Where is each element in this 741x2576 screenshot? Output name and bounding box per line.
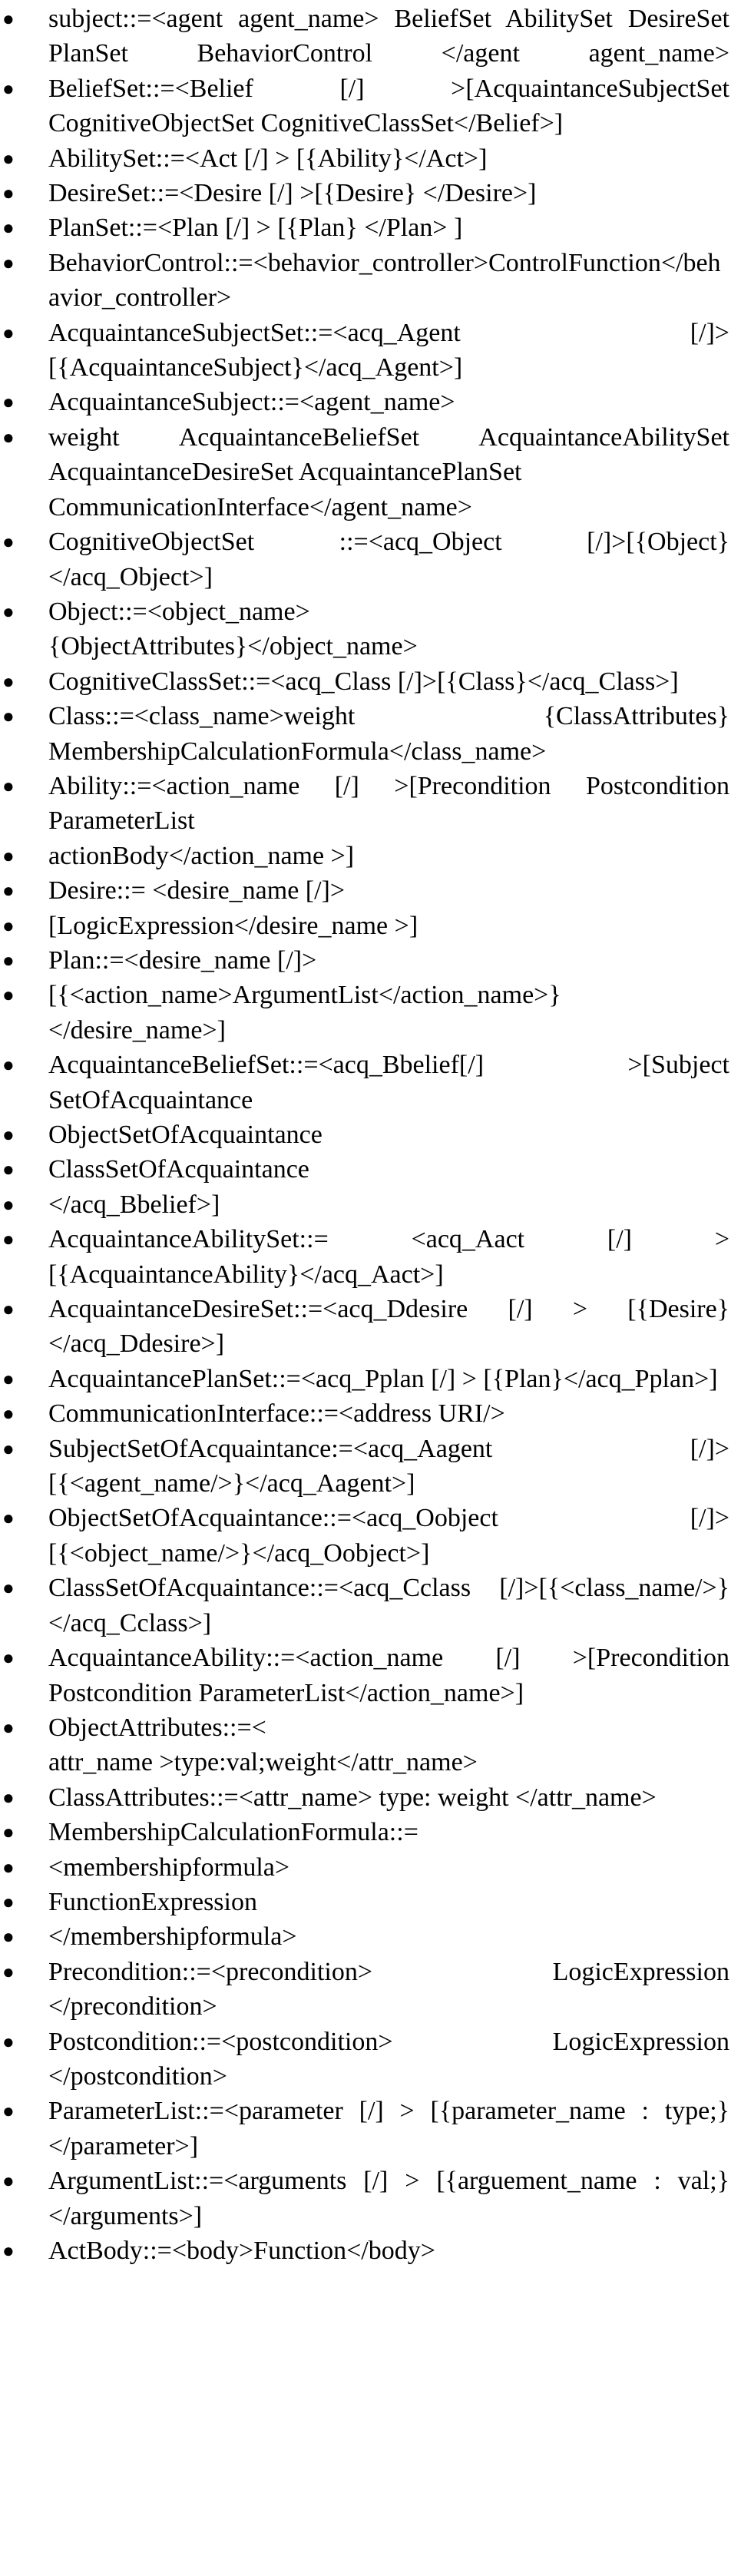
rule-text: AcquaintanceSubject::=<agent_name> [48, 388, 455, 417]
bnf-rule-behaviorcontrol [0, 246, 741, 316]
rule-text: Object::=<object_name> {ObjectAttributes}</object_name> [48, 597, 418, 661]
bullet-icon: ● [2, 1856, 15, 1879]
rule-text: ClassSetOfAcquaintance::=<acq_Cclass [/]>[{<class_name/>}</acq_Cclass>] [48, 1574, 729, 1637]
bnf-rule-membershipformula-open [0, 1850, 741, 1885]
bullet-icon: ● [2, 1925, 15, 1949]
rule-text: weight AcquaintanceBeliefSet AcquaintanceAbilitySet AcquaintanceDesireSet AcquaintancePlanSet CommunicationInterface</agent_name> [48, 422, 729, 521]
rule-text: [{<action_name>ArgumentList</action_name>} </desire_name>] [48, 981, 561, 1045]
bnf-rule-functionexpression [0, 1885, 741, 1919]
bullet-icon: ● [2, 391, 15, 414]
bullet-icon: ● [2, 425, 15, 449]
bullet-icon: ● [2, 147, 15, 170]
bnf-rule-desireset [0, 176, 741, 210]
rule-text: Precondition::=<precondition> LogicExpression </precondition> [48, 1957, 729, 2021]
bnf-rule-acquaintanceplanset [0, 1362, 741, 1396]
bnf-rule-actbody [0, 2233, 741, 2268]
rule-text: ClassSetOfAcquaintance [48, 1155, 309, 1184]
rule-text: Desire::= <desire_name [/]> [48, 876, 346, 906]
bullet-icon: ● [2, 2100, 15, 2123]
rule-text: AcquaintancePlanSet::=<acq_Pplan [/] > [{Plan}</acq_Pplan>] [48, 1364, 718, 1393]
bnf-rule-acq-bbelief-close [0, 1187, 741, 1222]
rule-text: actionBody</action_name >] [48, 841, 355, 870]
bnf-rule-cognitiveobjectset [0, 525, 741, 594]
bnf-rule-acquaintanceability [0, 1641, 741, 1710]
bullet-icon: ● [2, 1716, 15, 1739]
bnf-rule-precondition [0, 1955, 741, 2025]
bnf-rule-communicationinterface [0, 1396, 741, 1431]
bullet-icon: ● [2, 1367, 15, 1390]
bnf-rule-ability [0, 769, 741, 839]
rule-text: Ability::=<action_name [/] >[Precondition Postcondition ParameterList [48, 771, 729, 836]
rule-text: AcquaintanceAbilitySet::= <acq_Aact [/] >[{AcquaintanceAbility}</acq_Aact>] [48, 1225, 729, 1289]
bnf-rule-objectattributes [0, 1710, 741, 1780]
rule-text: MembershipCalculationFormula::= [48, 1818, 418, 1847]
bullet-icon: ● [2, 251, 15, 274]
rule-text: PlanSet::=<Plan [/] > [{Plan} </Plan> ] [48, 214, 463, 243]
bullet-icon: ● [2, 321, 15, 344]
rule-text: ActBody::=<body>Function</body> [48, 2237, 435, 2265]
bullet-icon: ● [2, 2240, 15, 2262]
rule-text: DesireSet::=<Desire [/] >[{Desire} </Desire>] [48, 179, 537, 208]
rule-text: CognitiveObjectSet ::=<acq_Object [/]>[{Object}</acq_Object>] [48, 528, 729, 591]
rule-text: Plan::=<desire_name [/]> [48, 945, 317, 975]
bnf-rule-acquaintancedesireset [0, 1292, 741, 1362]
rule-text: AbilitySet::=<Act [/] > [{Ability}</Act>] [48, 144, 488, 173]
bnf-rule-acquaintancesubject [0, 385, 741, 419]
rule-text: Postcondition::=<postcondition> LogicExpression </postcondition> [48, 2027, 729, 2091]
bullet-icon: ● [2, 1577, 15, 1600]
bnf-rule-list [0, 2, 741, 2268]
rule-text: ParameterList::=<parameter [/] > [{parameter_name : type;} </parameter>] [48, 2097, 729, 2160]
bnf-rule-class [0, 699, 741, 769]
bnf-rule-acquaintanceabilityset [0, 1222, 741, 1292]
rule-text: AcquaintanceAbility::=<action_name [/] >[Precondition Postcondition ParameterList</action_name>] [48, 1644, 729, 1707]
rule-text: ObjectSetOfAcquaintance::=<acq_Oobject [/]>[{<object_name/>}</acq_Oobject>] [48, 1504, 729, 1568]
rule-text: [LogicExpression</desire_name >] [48, 911, 418, 940]
bnf-rule-plan [0, 943, 741, 978]
bullet-icon: ● [2, 1821, 15, 1844]
bullet-icon: ● [2, 1437, 15, 1460]
bullet-icon: ● [2, 914, 15, 937]
bullet-icon: ● [2, 1507, 15, 1530]
bnf-rule-actionbody [0, 839, 741, 873]
bnf-rule-objectsetofacquaintance-ref [0, 1117, 741, 1152]
bullet-icon: ● [2, 949, 15, 972]
bnf-rule-objectsetofacquaintance [0, 1501, 741, 1571]
bullet-icon: ● [2, 217, 15, 240]
rule-text: ObjectAttributes::=< attr_name >type:val;weight</attr_name> [48, 1713, 478, 1777]
rule-text: </membershipformula> [48, 1922, 297, 1952]
bnf-rule-beliefset [0, 71, 741, 141]
rule-text: subject::=<agent agent_name> BeliefSet AbilitySet DesireSet PlanSet BehaviorControl </agent agent_name> [48, 5, 729, 68]
bnf-rule-argumentlist [0, 2164, 741, 2233]
bnf-rule-membershipformula-close [0, 1919, 741, 1954]
bnf-rule-subject [0, 2, 741, 71]
bullet-icon: ● [2, 1158, 15, 1181]
bullet-icon: ● [2, 774, 15, 797]
rule-text: ClassAttributes::=<attr_name> type: weight </attr_name> [48, 1783, 657, 1812]
rule-text: Class::=<class_name>weight {ClassAttributes} MembershipCalculationFormula</class_name> [48, 702, 729, 766]
rule-text: ArgumentList::=<arguments [/] > [{arguement_name : val;} </arguments>] [48, 2167, 729, 2230]
rule-text: AcquaintanceDesireSet::=<acq_Ddesire [/] > [{Desire} </acq_Ddesire>] [48, 1295, 729, 1359]
bullet-icon: ● [2, 2030, 15, 2053]
bnf-rule-desire [0, 873, 741, 908]
bnf-rule-logicexpression [0, 909, 741, 943]
bullet-icon: ● [2, 1647, 15, 1670]
bullet-icon: ● [2, 1054, 15, 1077]
bullet-icon: ● [2, 531, 15, 554]
bullet-icon: ● [2, 844, 15, 867]
rule-text: CommunicationInterface::=<address URI/> [48, 1399, 505, 1429]
rule-text: SubjectSetOfAcquaintance:=<acq_Aagent [/]>[{<agent_name/>}</acq_Aagent>] [48, 1434, 729, 1498]
rule-text: ObjectSetOfAcquaintance [48, 1121, 323, 1149]
bullet-icon: ● [2, 1193, 15, 1216]
bnf-rule-membershipcalculationformula [0, 1815, 741, 1849]
rule-text: CognitiveClassSet::=<acq_Class [/]>[{Class}</acq_Class>] [48, 667, 679, 696]
bullet-icon: ● [2, 600, 15, 623]
bullet-icon: ● [2, 1228, 15, 1251]
bnf-rule-cognitiveclassset [0, 664, 741, 699]
rule-text: </acq_Bbelief>] [48, 1190, 220, 1219]
bullet-icon: ● [2, 1890, 15, 1913]
bullet-icon: ● [2, 705, 15, 728]
bnf-rule-classattributes [0, 1780, 741, 1815]
bnf-rule-plan-body [0, 978, 741, 1048]
bnf-rule-parameterlist [0, 2094, 741, 2164]
bnf-rule-object [0, 594, 741, 664]
rule-text: AcquaintanceSubjectSet::=<acq_Agent [/]>[{AcquaintanceSubject}</acq_Agent>] [48, 318, 729, 382]
bnf-rule-classsetofacquaintance [0, 1571, 741, 1641]
bullet-icon: ● [2, 1298, 15, 1321]
rule-text: BeliefSet::=<Belief [/] >[AcquaintanceSubjectSet CognitiveObjectSet CognitiveClassSet</Belief>] [48, 74, 729, 138]
bnf-rule-planset [0, 210, 741, 245]
bullet-icon: ● [2, 77, 15, 100]
bnf-rule-acquaintancesubjectset [0, 316, 741, 386]
bullet-icon: ● [2, 1124, 15, 1146]
bnf-rule-abilityset [0, 141, 741, 176]
bnf-rule-subjectsetofacquaintance [0, 1432, 741, 1502]
bullet-icon: ● [2, 1960, 15, 1983]
bullet-icon: ● [2, 879, 15, 902]
bnf-rule-classsetofacquaintance-ref [0, 1152, 741, 1187]
rule-text: AcquaintanceBeliefSet::=<acq_Bbelief[/] >[Subject SetOfAcquaintance [48, 1051, 729, 1114]
rule-text: BehaviorControl::=<behavior_controller>ControlFunction</behavior_controller> [48, 248, 721, 313]
bullet-icon: ● [2, 670, 15, 693]
bullet-icon: ● [2, 2170, 15, 2193]
bnf-rule-weight [0, 420, 741, 525]
bullet-icon: ● [2, 984, 15, 1007]
bullet-icon: ● [2, 8, 15, 30]
bnf-rule-acquaintancebeliefset [0, 1048, 741, 1117]
rule-text: <membershipformula> [48, 1853, 290, 1882]
bnf-rule-postcondition [0, 2025, 741, 2094]
bullet-icon: ● [2, 1786, 15, 1809]
bullet-icon: ● [2, 1402, 15, 1425]
rule-text: FunctionExpression [48, 1887, 257, 1916]
bullet-icon: ● [2, 182, 15, 205]
